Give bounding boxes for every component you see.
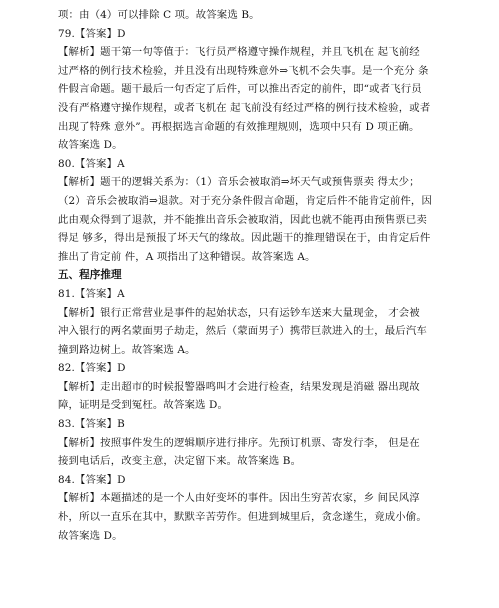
text-line: （2）音乐会被取消⇒退款。对于充分条件假言命题，肯定后件不能肯定前件，因: [58, 194, 432, 207]
text-line: 项：由（4）可以排除 C 项。故答案选 B。: [58, 9, 260, 21]
text-line: 【解析】题干的逻辑关系为：（1）音乐会被取消⇒坏天气或预售票卖 得太少；: [58, 176, 420, 189]
text-line: 推出了肯定前 件，A 项指出了这种错误。故答案选 A。: [58, 250, 316, 263]
text-line: 障，证明是受到冤枉。故答案选 D。: [58, 399, 229, 412]
section-heading: 五、程序推理: [58, 269, 122, 282]
text-line: 冲入银行的两名蒙面男子劫走，然后（蒙面男子）携带巨款进入的士，最后汽车: [58, 325, 427, 338]
answer-heading: 83.【答案】B: [58, 418, 125, 431]
answer-heading: 80.【答案】A: [58, 157, 125, 170]
text-line: 接到电话后，改变主意，决定留下来。故答案选 B。: [58, 455, 302, 468]
text-line: 朴，所以一直乐在其中，默默辛苦劳作。但进到城里后，贪念遂生，竟成小偷。: [58, 511, 427, 524]
text-line: 没有严格遵守操作规程，或者飞机在 起飞前没有经过严格的例行技术检验，或者: [58, 101, 431, 114]
answer-heading: 81.【答案】A: [58, 287, 125, 300]
answer-heading: 84.【答案】D: [58, 473, 126, 486]
text-line: 故答案选 D。: [58, 139, 123, 152]
text-line: 撞到路边树上。故答案选 A。: [58, 343, 196, 356]
text-line: 出现了特殊 意外”。再根据选言命题的有效推理规则，选项中只有 D 项正确。: [58, 120, 420, 133]
answer-heading: 79.【答案】D: [58, 27, 126, 40]
text-line: 件假言命题。题干最后一句否定了后件，可以推出否定的前件，即“或者飞行员: [58, 83, 422, 96]
text-line: 【解析】走出超市的时候报警器鸣叫才会进行检查，结果发现是消磁 器出现故: [58, 380, 420, 393]
answer-heading: 82.【答案】D: [58, 362, 126, 375]
text-line: 【解析】按照事件发生的逻辑顺序进行排序。先预订机票、寄发行李， 但是在: [58, 436, 420, 449]
text-line: 故答案选 D。: [58, 529, 123, 542]
text-line: 过严格的例行技术检验，并且没有出现特殊意外⇒飞机不会失事。是一个充分 条: [58, 64, 429, 77]
text-line: 得足 够多，得出是预报了坏天气的缘故。因此题干的推理错误在于，由肯定后件: [58, 232, 431, 245]
text-line: 【解析】银行正常营业是事件的起始状态，只有运钞车送来大量现金， 才会被: [58, 306, 420, 319]
text-line: 【解析】本题描述的是一个人由好变坏的事件。因出生穷苦农家，乡 间民风淳: [58, 492, 420, 505]
text-line: 【解析】题干第一句等值于：飞行员严格遵守操作规程，并且飞机在 起飞前经: [58, 46, 420, 59]
text-line: 此由观众得到了退款，并不能推出音乐会被取消，因此也就不能再由预售票已卖: [58, 213, 427, 226]
